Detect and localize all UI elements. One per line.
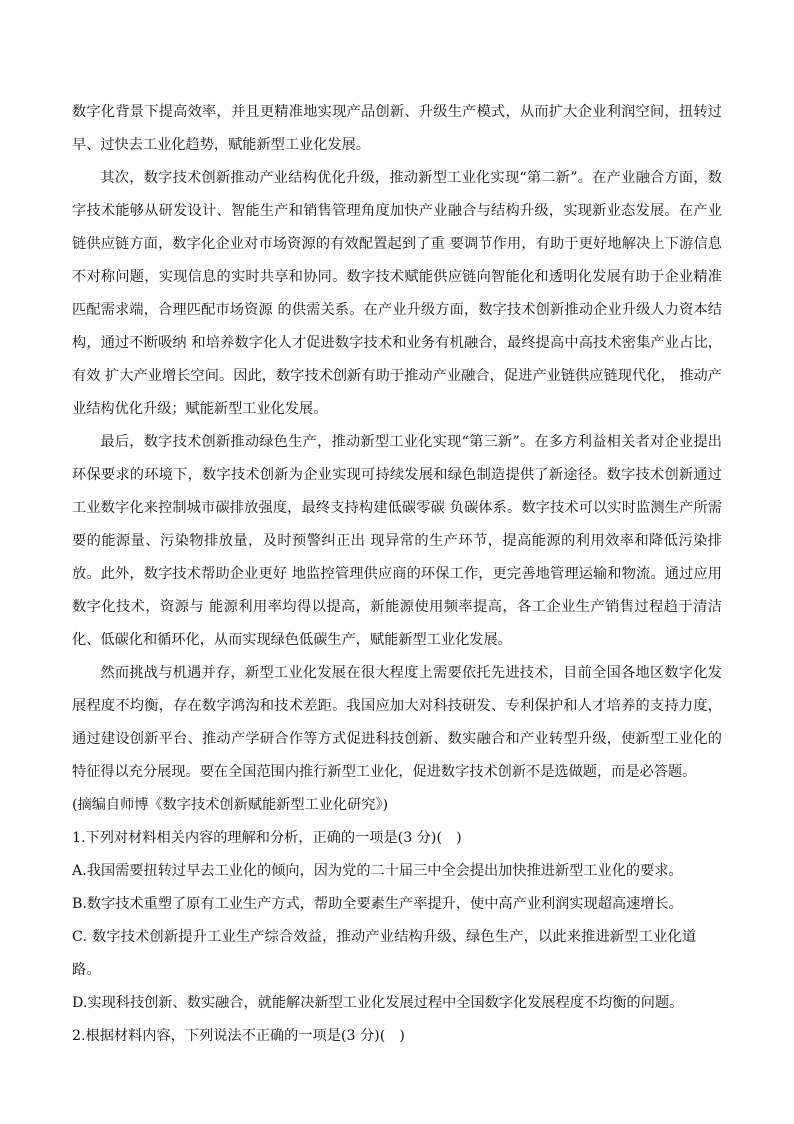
question-2-stem: 2.根据材料内容，下列说法不正确的一项是(3 分)( ) bbox=[72, 1028, 405, 1044]
question-1-option-b: B.数字技术重塑了原有工业生产方式，帮助全要素生产率提升，使中高产业利润实现超高速增长。 bbox=[72, 896, 683, 912]
document-page bbox=[72, 96, 722, 1053]
paragraph-3: 最后，数字技术创新推动绿色生产，推动新型工业化实现“第三新”。在多方利益相关者对企业提出环保要求的环境下，数字技术创新为企业实现可持续发展和绿色制造提供了新途径。数字技术创新通过工业数字化来控制城市碳排放强度，最终支持构建低碳零碳 负碳体系。数字技术可以实时监测生产所需要的能源量、污染物排放量，及时预警纠正出 现异常的生产环节，提高能源的利用效率和降低污染排放。此外，数字技术帮助企业更好 地监控管理供应商的环保工作，更完善地管理运输和物流。通过应用数字化技术，资源与 能源利用率均得以提高，新能源使用频率提高，各工企业生产销售过程趋于清洁化、低碳化和循环化，从而实现绿色低碳生产，赋能新型工业化发展。 bbox=[72, 434, 722, 648]
source-citation: (摘编自师博《数字技术创新赋能新型工业化研究》) bbox=[72, 797, 389, 813]
question-1-option-d: D.实现科技创新、数实融合，就能解决新型工业化发展过程中全国数字化发展程度不均衡的问题。 bbox=[72, 995, 684, 1011]
paragraph-4: 然而挑战与机遇并存，新型工业化发展在很大程度上需要依托先进技术，目前全国各地区数字化发展程度不均衡，存在数字鸿沟和技术差距。我国应加大对科技研发、专利保护和人才培养的支持力度，通过建设创新平台、推动产学研合作等方式促进科技创新、数实融合和产业转型升级，使新型工业化的特征得以充分展现。要在全国范围内推行新型工业化，促进数字技术创新不是选做题，而是必答题。 bbox=[72, 665, 722, 780]
question-1-option-c: C. 数字技术创新提升工业生产综合效益，推动产业结构升级、绿色生产，以此来推进新型工业化道路。 bbox=[72, 929, 697, 978]
paragraph-2: 其次，数字技术创新推动产业结构优化升级，推动新型工业化实现“第二新”。在产业融合方面，数字技术能够从研发设计、智能生产和销售管理角度加快产业融合与结构升级，实现新业态发展。在产业链供应链方面，数字化企业对市场资源的有效配置起到了重 要调节作用，有助于更好地解决上下游信息不对称问题，实现信息的实时共享和协同。数字技术赋能供应链向智能化和透明化发展有助于企业精准匹配需求端，合理匹配市场资源 的供需关系。在产业升级方面，数字技术创新推动企业升级人力资本结构，通过不断吸纳 和培养数字化人才促进数字技术和业务有机融合，最终提高中高技术密集产业占比，有效 扩大产业增长空间。因此，数字技术创新有助于推动产业融合，促进产业链供应链现代化， 推动产业结构优化升级；赋能新型工业化发展。 bbox=[72, 170, 722, 417]
question-1-stem: 1.下列对材料相关内容的理解和分析，正确的一项是(3 分)( ) bbox=[72, 830, 462, 846]
paragraph-1: 数字化背景下提高效率，并且更精准地实现产品创新、升级生产模式，从而扩大企业利润空间，扭转过早、过快去工业化趋势，赋能新型工业化发展。 bbox=[72, 104, 722, 153]
question-1-option-a: A.我国需要扭转过早去工业化的倾向，因为党的二十届三中全会提出加快推进新型工业化的要求。 bbox=[72, 863, 683, 879]
